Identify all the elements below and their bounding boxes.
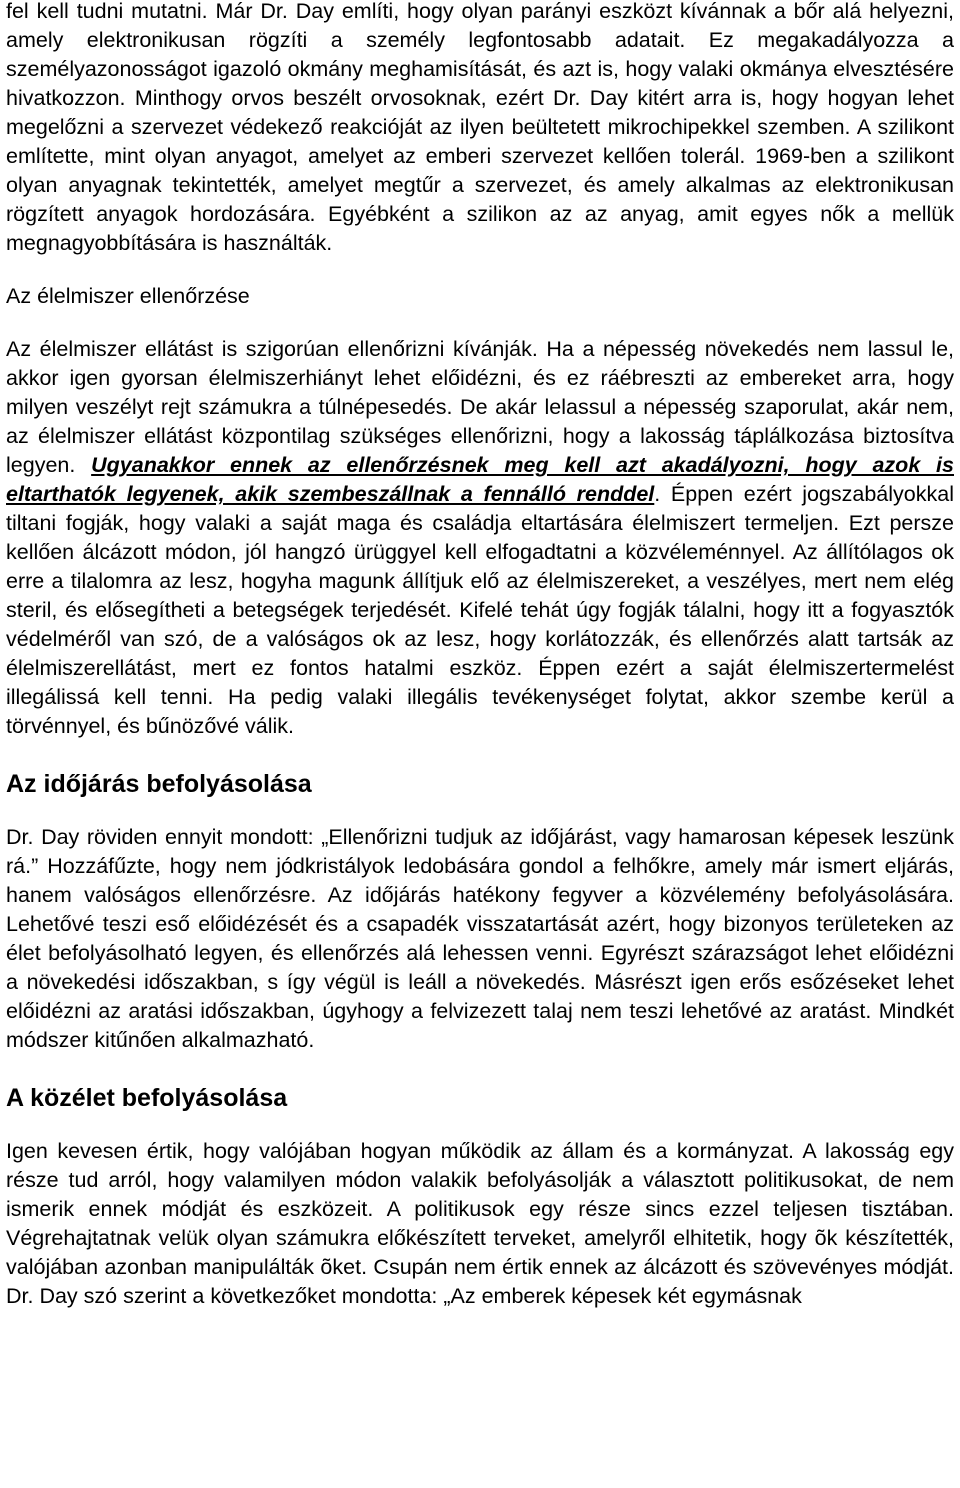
body-paragraph-weather: Dr. Day röviden ennyit mondott: „Ellenőrizni tudjuk az időjárást, vagy hamarosan képesek leszünk rá.” Hozzáfűzte, hogy nem jódkristályok ledobására gondol a felhőkre, amely már ismert eljárás, hanem valóságos ellenőrzésre. Az időjárás hatékony fegyver a közvélemény befolyásolására. Lehetővé teszi eső előidézését és a csapadék visszatartását azért, hogy bizonyos területeken az élet befolyásolható legyen, és ellenőrzés alá lehessen venni. Egyrészt szárazságot lehet előidézni a növekedési időszakban, s így végül is leáll a növekedés. Másrészt igen erős esőzéseket lehet előidézni az aratási időszakban, úgyhogy a felvizezett talaj nem teszi lehetővé az aratást. Mindkét módszer kitűnően alkalmazható. [6,825,954,1052]
body-paragraph-food-control [6,335,954,741]
paragraph-text: . Éppen ezért jogszabályokkal tiltani fogják, hogy valaki a saját maga és családja eltartására élelmiszert termeljen. Ezt persze kellően álcázott módon, jól hangzó ürüggyel kell elfogadtatni a közvéleménnyel. Az állítólagos ok erre a tilalomra az lesz, hogyha magunk állítjuk elő az élelmiszereket, a veszélyes, mert nem elég steril, és elősegítheti a betegségek terjedését. Kifelé tehát úgy fogják tálalni, hogy itt a fogyasztók védelméről van szó, de a valóságos ok az lesz, hogy korlátozzák, és ellenőrzés alatt tartsák az élelmiszerellátást, mert ez fontos hatalmi eszköz. Éppen ezért a saját élelmiszertermelést illegálissá kell tenni. Ha pedig valaki illegális tevékenységet folytat, akkor szembe kerül a törvénnyel, és bűnözővé válik. [6,482,954,738]
section-heading: Az időjárás befolyásolása [6,770,312,798]
emphasized-statement: Ugyanakkor ennek az ellenőrzésnek meg kell azt akadályozni, hogy azok is eltarthatók legyenek, akik szembeszállnak a fennálló renddel [6,453,954,506]
body-paragraph-public-life: Igen kevesen értik, hogy valójában hogyan működik az állam és a kormányzat. A lakosság egy része tud arról, hogy valamilyen módon valakik befolyásolják a választott politikusokat, de nem ismerik ennek módját és eszközeit. A politikusok egy része sincs ezzel teljesen tisztában. Végrehajtatnak velük olyan számukra előkészített terveket, amelyről elhitetik, hogy õk készítették, valójában azonban manipulálták õket. Csupán nem értik ennek az álcázott és szövevényes módját. Dr. Day szó szerint a következőket mondotta: „Az emberek képesek két egymásnak [6,1139,954,1308]
section-heading: A közélet befolyásolása [6,1084,288,1112]
body-paragraph: fel kell tudni mutatni. Már Dr. Day említi, hogy olyan parányi eszközt kívánnak a bőr alá helyezni, amely elektronikusan rögzíti a személy legfontosabb adatait. Ez megakadályozza a személyazonosságot igazoló okmány meghamisítását, és azt is, hogy valaki okmánya elvesztésére hivatkozzon. Minthogy orvos beszélt orvosoknak, ezért Dr. Day kitért arra is, hogy hogyan lehet megelőzni a szervezet védekező reakcióját az ilyen beültetett mikrochipekkel szemben. A szilikont említette, mint olyan anyagot, amelyet az emberi szervezet kellően tolerál. 1969-ben a szilikont olyan anyagnak tekintették, amelyet megtűr a szervezet, és amely alkalmas az elektronikusan rögzített anyagok hordozására. Egyébként a szilikon az az anyag, amit egyes nők a mellük megnagyobbítására is használták. [6,0,954,255]
paragraph-text: Az élelmiszer ellátást is szigorúan ellenőrizni kívánják. Ha a népesség növekedés nem lassul le, akkor igen gyorsan élelmiszerhiányt lehet előidézni, és ez ráébreszti az embereket arra, hogy milyen veszélyt rejt számukra a túlnépesedés. De akár lelassul a népesség szaporulat, akár nem, az élelmiszer ellátást központilag szükséges ellenőrizni, hogy a lakosság táplálkozása biztosítva legyen. [6,337,954,477]
section-subheading: Az élelmiszer ellenőrzése [6,284,250,308]
